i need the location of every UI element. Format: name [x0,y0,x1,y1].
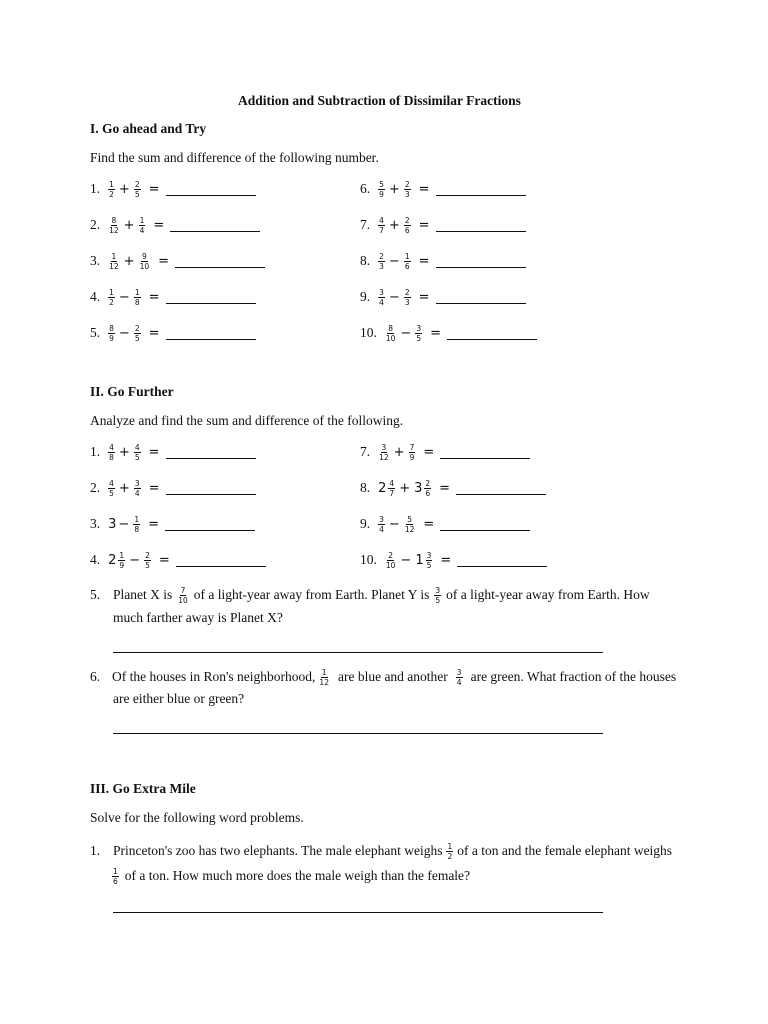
equals-sign: = [423,444,435,460]
fraction [385,324,397,343]
fraction [404,515,416,534]
answer-line[interactable] [113,733,603,734]
fraction [404,288,411,307]
denominator: 10 [385,333,396,343]
denominator: 12 [109,225,119,235]
fraction: $\frac{7}{10}$ [178,586,188,606]
exercise-item [90,473,256,503]
word-problem-extra-1-line2 [112,865,470,887]
numerator: 2 [134,323,140,333]
denominator: 4 [134,488,140,498]
section-1-heading: I. Go ahead and Try [90,121,207,136]
exercise-item [90,318,256,348]
denominator: 9 [109,333,114,343]
operator: + [388,217,400,233]
answer-blank[interactable] [456,482,546,495]
denominator: 3 [404,297,410,307]
denominator: 12 [404,524,415,534]
operator: − [129,552,141,568]
denominator: 3 [404,189,410,199]
operator: + [118,444,130,460]
denominator: 5 [134,333,140,343]
answer-blank[interactable] [436,219,526,232]
fraction [108,288,115,307]
whole-number: 3 [414,480,423,496]
problem-number: 1. [90,843,101,858]
equals-sign: = [148,289,160,305]
numerator: 1 [134,287,140,297]
numerator: 3 [416,323,422,333]
operator: + [399,480,411,496]
numerator: 5 [407,514,412,524]
fraction [424,479,431,498]
numerator: 1 [139,215,145,225]
section-3-instruction: Solve for the following word problems. [90,810,304,825]
answer-blank[interactable] [166,482,256,495]
operator: + [393,444,405,460]
exercise-item [90,282,256,312]
equals-sign: = [418,217,430,233]
problem-text: Princeton's zoo has two elephants. The male elephant weighs [113,843,443,858]
numerator: 8 [109,323,114,333]
exercise-item [90,246,265,276]
fraction [378,288,385,307]
answer-blank[interactable] [436,183,526,196]
numerator: 2 [404,287,410,297]
word-problem-6-line2: are either blue or green? [113,691,245,706]
operator: − [400,325,412,341]
numerator: 1 [404,251,410,261]
item-number: 7. [360,444,371,459]
numerator: 4 [109,478,114,488]
operator: − [118,516,130,532]
denominator: 10 [139,261,150,271]
numerator: 4 [389,478,395,488]
denominator: 4 [379,297,384,307]
equals-sign: = [148,181,160,197]
problem-text: Of the houses in Ron's neighborhood, [112,669,316,684]
fraction [134,324,141,343]
item-number: 2. [90,217,101,232]
fraction [134,479,141,498]
operator: + [118,181,130,197]
exercise-item [360,509,530,539]
equals-sign: = [153,217,165,233]
fraction [378,252,385,271]
fraction [108,324,115,343]
answer-blank[interactable] [176,554,266,567]
whole-number: 2 [378,480,387,496]
equals-sign: = [440,552,452,568]
operator: + [123,217,135,233]
answer-line[interactable] [113,652,603,653]
fraction: $\frac{1}{6}$ [113,867,118,887]
fraction [133,515,140,534]
item-number: 9. [360,289,371,304]
denominator: 5 [416,333,422,343]
numerator: 1 [134,514,140,524]
item-number: 10. [360,325,377,340]
exercise-item [90,545,266,575]
word-problem-extra-1 [90,840,672,862]
fraction [134,288,141,307]
denominator: 6 [425,488,431,498]
denominator: 3 [379,261,384,271]
equals-sign: = [418,289,430,305]
problem-text: are green. What fraction of the houses [470,669,677,684]
operator: − [388,516,400,532]
equals-sign: = [158,552,170,568]
equals-sign: = [439,480,451,496]
fraction: $\frac{1}{12}$ [319,668,329,688]
equals-sign: = [430,325,442,341]
numerator: 1 [109,287,114,297]
denominator: 5 [134,189,140,199]
answer-blank[interactable] [166,327,256,340]
equals-sign: = [148,480,160,496]
fraction [415,324,422,343]
fraction: $\frac{3}{5}$ [435,586,441,606]
item-number: 10. [360,552,377,567]
whole-number: 2 [108,552,117,568]
equals-sign: = [158,253,170,269]
operator: + [123,253,135,269]
item-number: 6. [360,181,371,196]
fraction [108,216,120,235]
item-number: 4. [90,289,101,304]
fraction [378,216,385,235]
problem-text: of a ton. How much more does the male weigh than the female? [124,868,471,883]
equals-sign: = [148,516,159,532]
equals-sign: = [418,253,430,269]
numerator: 3 [381,442,387,452]
exercise-item [360,174,526,204]
denominator: 8 [134,524,140,534]
fraction [134,443,141,462]
numerator: 2 [379,251,384,261]
problem-text: of a light-year away from Earth. Planet Y is [193,587,430,602]
exercise-item [360,318,537,348]
section-3-heading: III. Go Extra Mile [90,781,196,796]
denominator: 9 [119,560,125,570]
item-number: 5. [90,325,101,340]
denominator: 5 [145,560,150,570]
answer-blank[interactable] [166,183,256,196]
operator: − [400,552,412,568]
page-title: Addition and Subtraction of Dissimilar Fractions [238,93,521,108]
denominator: 6 [404,225,410,235]
numerator: 8 [388,323,394,333]
denominator: 8 [109,452,114,462]
answer-blank[interactable] [175,255,265,268]
item-number: 9. [360,516,371,531]
numerator: 4 [134,442,140,452]
problem-number: 5. [90,587,101,602]
exercise-item [360,473,546,503]
denominator: 5 [109,488,114,498]
answer-blank[interactable] [457,554,547,567]
numerator: 3 [134,478,140,488]
operator: − [388,253,400,269]
numerator: 4 [109,442,114,452]
item-number: 1. [90,444,101,459]
denominator: 7 [389,488,395,498]
answer-blank[interactable] [170,219,260,232]
denominator: 9 [409,452,415,462]
answer-blank[interactable] [447,327,537,340]
section-2-heading: II. Go Further [90,384,174,399]
numerator: 1 [119,550,125,560]
equals-sign: = [148,444,160,460]
exercise-item [90,174,256,204]
whole-number: 3 [108,516,117,532]
numerator: 3 [426,550,432,560]
numerator: 3 [379,287,384,297]
item-number: 8. [360,480,371,495]
fraction [378,180,385,199]
numerator: 2 [404,179,410,189]
operator: − [118,289,130,305]
denominator: 9 [379,189,384,199]
exercise-item [360,545,547,575]
problem-number: 6. [90,669,101,684]
fraction: $\frac{3}{4}$ [456,668,462,688]
item-number: 3. [90,253,101,268]
fraction [378,515,385,534]
numerator: 2 [425,478,431,488]
denominator: 10 [385,560,396,570]
denominator: 12 [379,452,389,462]
fraction [139,252,151,271]
fraction [404,180,411,199]
word-problem-5 [90,584,650,606]
numerator: 2 [404,215,410,225]
numerator: 1 [109,179,114,189]
fraction [144,551,151,570]
fraction [404,216,411,235]
answer-blank[interactable] [440,446,530,459]
fraction [108,479,115,498]
section-1-instruction: Find the sum and difference of the following number. [90,150,379,165]
answer-blank[interactable] [166,291,256,304]
fraction [388,479,395,498]
denominator: 12 [109,261,119,271]
exercise-item [360,437,530,467]
numerator: 1 [111,251,117,261]
operator: − [388,289,400,305]
answer-blank[interactable] [166,446,256,459]
exercise-item [90,437,256,467]
problem-text: of a ton and the female elephant weighs [457,843,673,858]
fraction [108,443,115,462]
fraction [108,180,115,199]
item-number: 3. [90,516,101,531]
answer-blank[interactable] [436,291,526,304]
denominator: 5 [134,452,140,462]
denominator: 7 [379,225,384,235]
denominator: 6 [404,261,410,271]
denominator: 2 [109,297,114,307]
denominator: 4 [139,225,145,235]
item-number: 4. [90,552,101,567]
item-number: 8. [360,253,371,268]
problem-text: Planet X is [113,587,173,602]
answer-line[interactable] [113,912,603,913]
fraction [134,180,141,199]
exercise-item [360,246,526,276]
numerator: 5 [379,179,384,189]
operator: + [118,480,130,496]
numerator: 2 [145,550,150,560]
numerator: 8 [111,215,117,225]
exercise-item [360,210,526,240]
item-number: 2. [90,480,101,495]
numerator: 2 [388,550,394,560]
exercise-item [90,210,260,240]
fraction [409,443,416,462]
operator: + [388,181,400,197]
numerator: 3 [379,514,384,524]
numerator: 4 [379,215,384,225]
denominator: 8 [134,297,140,307]
item-number: 1. [90,181,101,196]
numerator: 2 [134,179,140,189]
fraction [108,252,120,271]
word-problem-5-line2: much farther away is Planet X? [113,610,283,625]
whole-number: 1 [415,552,424,568]
denominator: 5 [426,560,432,570]
denominator: 2 [109,189,114,199]
numerator: 7 [409,442,415,452]
word-problem-6 [90,666,676,688]
problem-text: are blue and another [337,669,448,684]
answer-blank[interactable] [440,518,530,531]
answer-blank[interactable] [165,518,255,531]
exercise-item [90,509,255,539]
section-2-instruction: Analyze and find the sum and difference of the following. [90,413,404,428]
answer-blank[interactable] [436,255,526,268]
numerator: 9 [141,251,147,261]
fraction [404,252,411,271]
equals-sign: = [148,325,160,341]
fraction [378,443,390,462]
fraction: $\frac{1}{2}$ [447,842,453,862]
fraction [118,551,125,570]
fraction [139,216,146,235]
exercise-item [360,282,526,312]
fraction [426,551,433,570]
problem-text: of a light-year away from Earth. How [446,587,650,602]
fraction [385,551,397,570]
equals-sign: = [418,181,430,197]
item-number: 7. [360,217,371,232]
denominator: 4 [379,524,384,534]
operator: − [118,325,130,341]
equals-sign: = [423,516,435,532]
